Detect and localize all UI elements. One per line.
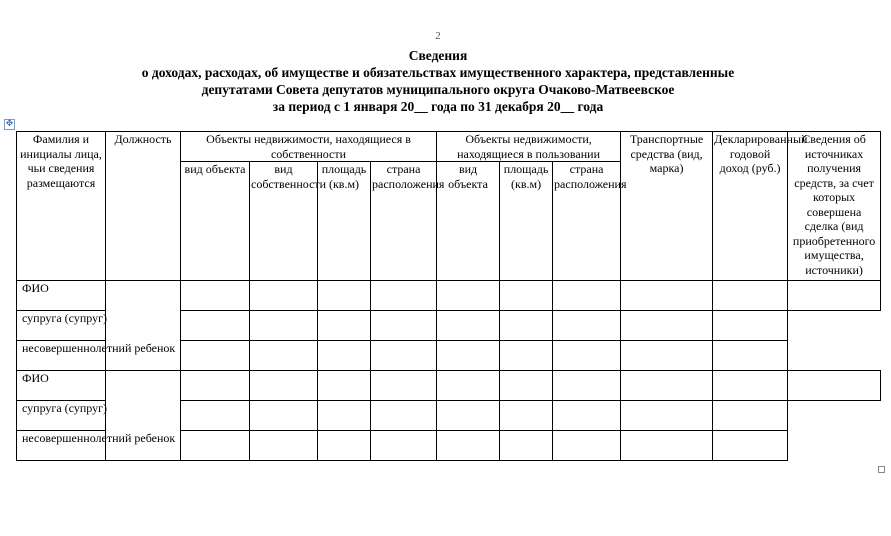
heading-line-3: депутатами Совета депутатов муниципального округа Очаково-Матвеевское (201, 82, 675, 97)
heading-line-4: за период с 1 января 20__ года по 31 декабря 20__ года (272, 99, 604, 114)
row-label[interactable]: несовершеннолетний ребенок (17, 341, 181, 371)
table-move-handle-icon[interactable]: ✥ (5, 119, 14, 129)
declaration-table (16, 131, 881, 461)
table-row (17, 401, 881, 431)
table-row (17, 341, 881, 371)
row-label[interactable]: супруга (супруг) (17, 401, 181, 431)
table-row (17, 431, 881, 461)
header-owned-type: вид объекта (181, 162, 250, 281)
heading-title: Сведения (408, 48, 468, 63)
row-label[interactable]: ФИО (17, 281, 106, 311)
table-row (17, 311, 881, 341)
table-resize-handle[interactable] (878, 466, 885, 473)
header-owned-objects: Объекты недвижимости, находящиеся в собственности (181, 132, 437, 162)
table-row (17, 371, 881, 401)
header-used-area: площадь (кв.м) (500, 162, 553, 281)
header-used-country: страна расположения (553, 162, 621, 281)
header-name: Фамилия и инициалы лица, чьи сведения размещаются (17, 132, 106, 281)
header-sources: Сведения об источниках получения средств, за счет которых совершена сделка (вид приобретенного имущества, источники) (788, 132, 881, 281)
header-used-type: вид объекта (437, 162, 500, 281)
heading-line-2: о доходах, расходах, об имуществе и обязательствах имущественного характера, представленные (141, 65, 735, 80)
header-position: Должность (106, 132, 181, 281)
header-owned-ownership: вид собственности (250, 162, 318, 281)
document-heading (0, 47, 876, 115)
page-number: 2 (435, 30, 441, 42)
header-used-objects: Объекты недвижимости, находящиеся в пользовании (437, 132, 621, 162)
header-owned-country: страна расположения (371, 162, 437, 281)
row-label[interactable]: супруга (супруг) (17, 311, 181, 341)
row-label[interactable]: несовершеннолетний ребенок (17, 431, 181, 461)
table-row (17, 281, 881, 311)
header-income: Декларированный годовой доход (руб.) (713, 132, 788, 281)
row-label[interactable]: ФИО (17, 371, 106, 401)
header-transport: Транспортные средства (вид, марка) (621, 132, 713, 281)
header-owned-area: площадь (кв.м) (318, 162, 371, 281)
